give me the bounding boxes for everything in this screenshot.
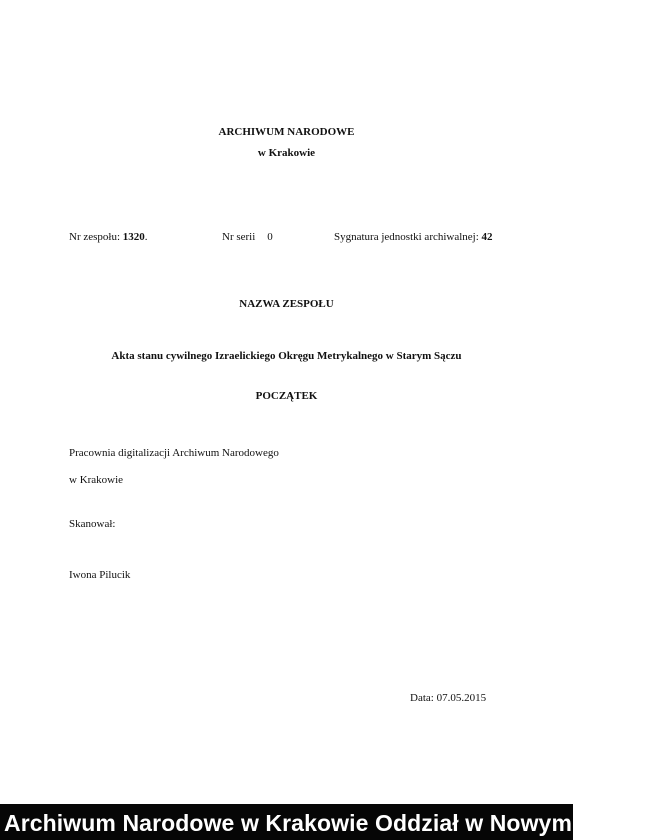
digitization-lab: Pracownia digitalizacji Archiwum Narodowego bbox=[69, 447, 279, 459]
scanned-by-name: Iwona Pilucik bbox=[69, 569, 131, 581]
series-number bbox=[222, 231, 273, 243]
fond-number-suffix: . bbox=[144, 231, 148, 243]
institution-title: ARCHIWUM NARODOWE bbox=[218, 126, 355, 138]
scan-date bbox=[410, 692, 486, 704]
fond-number-label: Nr zespołu: bbox=[69, 231, 123, 243]
scan-date-value: 07.05.2015 bbox=[436, 692, 487, 704]
digitization-lab-city: w Krakowie bbox=[69, 474, 124, 486]
signature-value: 42 bbox=[481, 231, 493, 243]
fond-number-value: 1320 bbox=[122, 231, 145, 243]
archive-watermark-bar bbox=[0, 804, 645, 840]
signature bbox=[334, 231, 493, 243]
signature-label: Sygnatura jednostki archiwalnej: bbox=[334, 231, 482, 243]
institution-city: w Krakowie bbox=[257, 147, 316, 159]
scanned-by-label: Skanował: bbox=[69, 518, 116, 530]
fond-heading: NAZWA ZESPOŁU bbox=[239, 298, 334, 310]
scan-date-label: Data: bbox=[410, 692, 437, 704]
series-number-value: 0 bbox=[267, 231, 273, 243]
fond-name: Akta stanu cywilnego Izraelickiego Okręgu Metrykalnego w Starym Sączu bbox=[111, 350, 462, 362]
archive-watermark-text: Archiwum Narodowe w Krakowie Oddział w Nowym Sączu bbox=[4, 810, 645, 836]
fond-number bbox=[69, 231, 148, 243]
series-number-label: Nr serii bbox=[222, 231, 256, 243]
start-marker: POCZĄTEK bbox=[255, 390, 318, 402]
